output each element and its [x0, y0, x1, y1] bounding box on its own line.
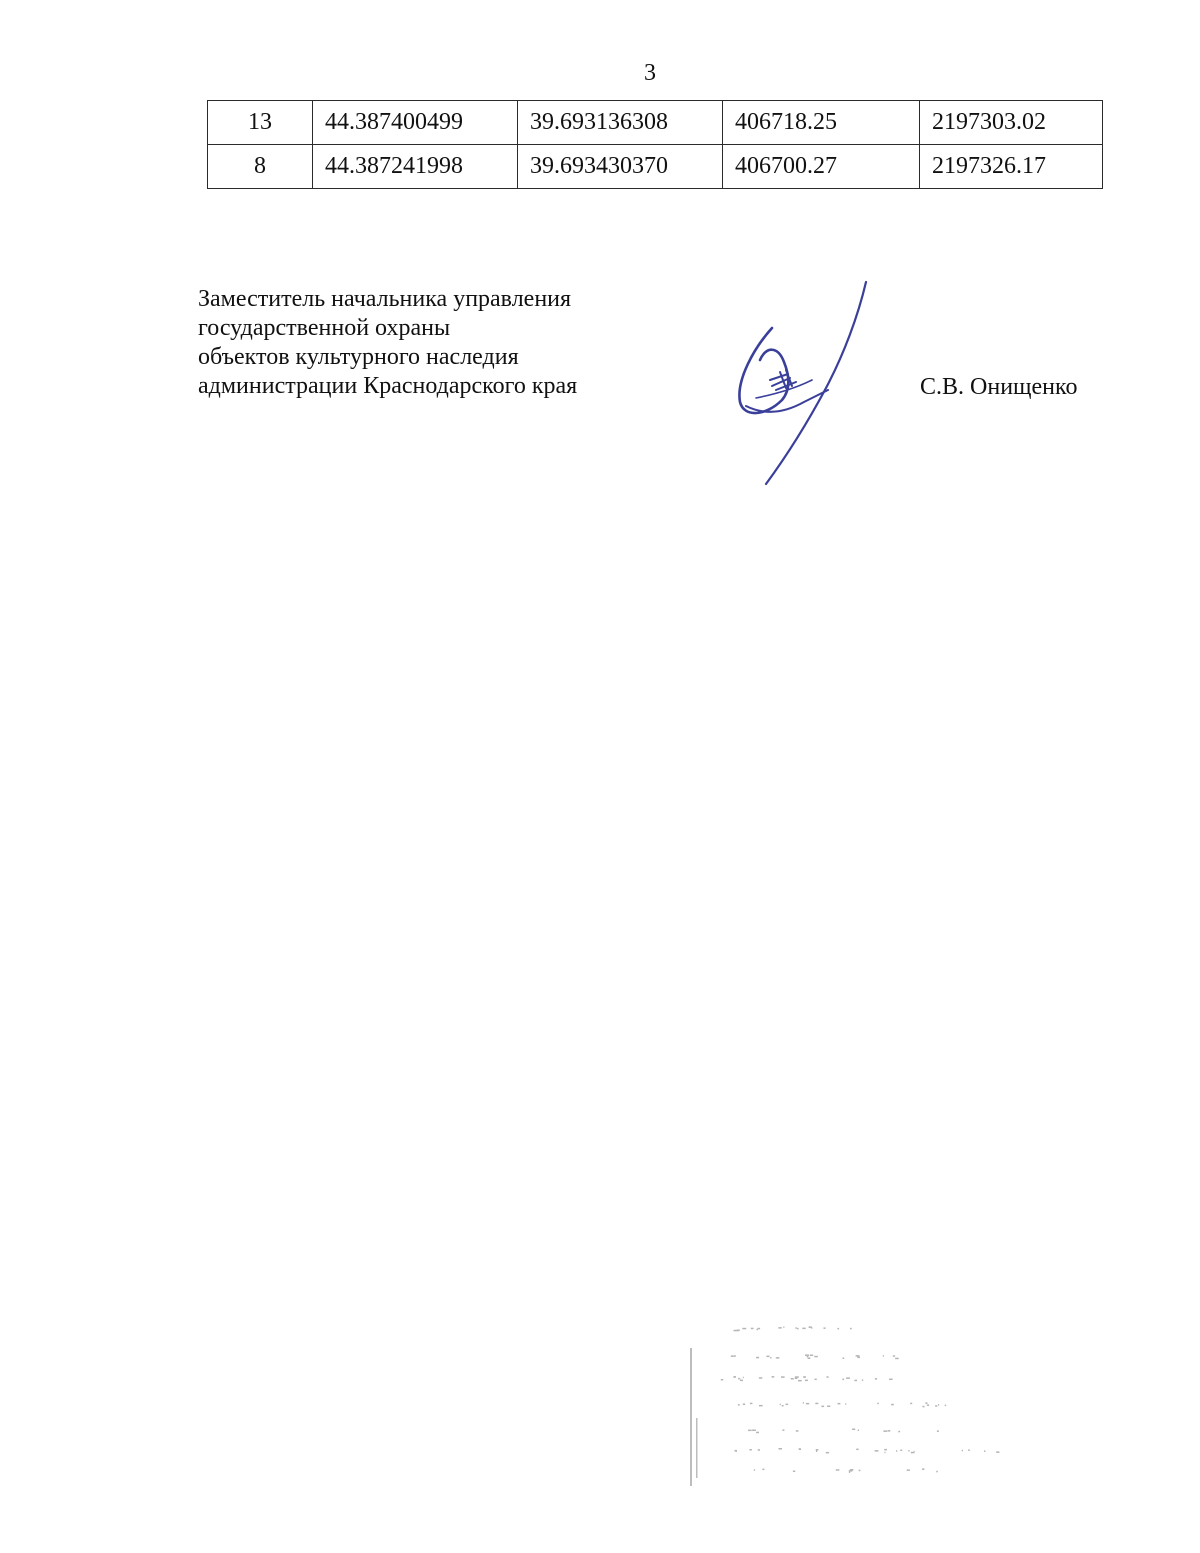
longitude-cell: 39.693430370: [518, 145, 723, 189]
stamp-speck: [737, 1330, 739, 1332]
stamp-speck: [758, 1449, 760, 1451]
stamp-speck: [827, 1406, 830, 1408]
stamp-speck: [858, 1430, 859, 1432]
stamp-speck: [778, 1327, 781, 1329]
stamp-speck: [803, 1376, 805, 1378]
stamp-speck: [736, 1451, 737, 1453]
signature-stroke: [739, 328, 788, 413]
stamp-speck: [846, 1377, 850, 1379]
stamp-speck: [786, 1404, 789, 1406]
stamp-speck: [895, 1358, 899, 1360]
stamp-speck: [883, 1355, 884, 1357]
stamp-speck: [759, 1405, 763, 1407]
stamp-speck: [821, 1406, 824, 1408]
stamp-speck: [996, 1451, 999, 1453]
stamp-speck: [854, 1380, 857, 1382]
stamp-speck: [738, 1404, 740, 1406]
stamp-speck: [815, 1379, 817, 1381]
stamp-speck: [803, 1402, 804, 1404]
stamp-speck: [797, 1328, 799, 1330]
stamp-speck: [836, 1469, 840, 1471]
stamp-speck: [984, 1450, 985, 1452]
stamp-speck: [850, 1469, 853, 1471]
faded-stamp-residue: [686, 1318, 1016, 1486]
signature-stroke: [770, 370, 796, 390]
stamp-speck: [731, 1355, 734, 1357]
stamp-speck: [914, 1451, 915, 1453]
stamp-speck: [824, 1327, 826, 1329]
stamp-speck: [852, 1429, 855, 1431]
stamp-speck: [757, 1329, 759, 1331]
stamp-speck: [856, 1355, 860, 1357]
y-coordinate-cell: 2197303.02: [920, 101, 1103, 145]
x-coordinate-cell: 406700.27: [723, 145, 920, 189]
stamp-speck: [738, 1378, 740, 1380]
stamp-speck: [748, 1430, 752, 1432]
stamp-speck: [796, 1430, 799, 1432]
coordinates-table: [207, 100, 1103, 189]
table-row: [208, 101, 1103, 145]
stamp-speck: [883, 1430, 887, 1432]
stamp-speck: [734, 1355, 736, 1357]
stamp-speck: [759, 1377, 762, 1379]
stamp-speck: [896, 1450, 897, 1452]
stamp-speck: [907, 1469, 910, 1471]
stamp-speck: [850, 1328, 852, 1330]
signer-title-line: Заместитель начальника управления: [198, 286, 572, 312]
stamp-speck: [857, 1357, 860, 1359]
stamp-speck: [734, 1330, 738, 1332]
stamp-speck: [884, 1452, 885, 1454]
stamp-speck: [793, 1471, 795, 1473]
stamp-speck: [780, 1404, 781, 1406]
signer-name: С.В. Онищенко: [920, 374, 1078, 400]
stamp-speck: [910, 1403, 912, 1405]
stamp-speck: [898, 1431, 900, 1433]
stamp-speck: [805, 1354, 809, 1356]
stamp-speck: [809, 1327, 811, 1329]
stamp-speck: [893, 1355, 895, 1357]
table-row: [208, 145, 1103, 189]
stamp-speck: [807, 1356, 809, 1358]
stamp-speck: [782, 1405, 784, 1407]
stamp-speck: [734, 1376, 736, 1378]
signer-title: [198, 285, 577, 401]
stamp-speck: [938, 1404, 939, 1406]
stamp-speck: [968, 1449, 970, 1451]
stamp-speck: [877, 1403, 879, 1405]
stamp-speck: [962, 1450, 963, 1452]
stamp-speck: [795, 1376, 799, 1378]
stamp-speck: [808, 1358, 811, 1360]
stamp-speck: [838, 1403, 841, 1405]
stamp-speck: [776, 1357, 780, 1359]
stamp-speck: [782, 1429, 784, 1431]
stamp-speck: [791, 1378, 794, 1380]
stamp-speck: [859, 1470, 861, 1472]
stamp-speck: [743, 1377, 744, 1379]
stamp-speck: [754, 1469, 755, 1471]
stamp-speck: [805, 1380, 808, 1382]
stamp-speck: [888, 1430, 891, 1432]
stamp-speck: [908, 1450, 909, 1452]
stamp-speck: [927, 1404, 929, 1406]
stamp-speck: [721, 1379, 723, 1381]
stamp-speck: [900, 1450, 902, 1452]
stamp-speck: [816, 1449, 819, 1451]
stamp-speck: [772, 1376, 775, 1378]
stamp-speck: [749, 1449, 752, 1451]
y-coordinate-cell: 2197326.17: [920, 145, 1103, 189]
stamp-speck: [806, 1403, 809, 1405]
latitude-cell: 44.387400499: [313, 101, 518, 145]
stamp-speck: [811, 1327, 813, 1329]
stamp-speck: [843, 1358, 845, 1360]
stamp-speck: [845, 1403, 846, 1405]
stamp-speck: [779, 1448, 783, 1450]
stamp-speck: [875, 1450, 879, 1452]
stamp-speck: [762, 1469, 764, 1471]
stamp-speck: [781, 1376, 785, 1378]
signer-title-line: администрации Краснодарского края: [198, 373, 578, 399]
stamp-speck: [756, 1357, 759, 1359]
stamp-speck: [937, 1430, 939, 1432]
stamp-speck: [875, 1378, 877, 1380]
stamp-speck: [935, 1405, 937, 1407]
stamp-speck: [837, 1328, 839, 1330]
stamp-speck: [742, 1328, 746, 1330]
stamp-speck: [826, 1452, 829, 1454]
stamp-speck: [826, 1376, 828, 1378]
latitude-cell: 44.387241998: [313, 145, 518, 189]
stamp-speck: [799, 1449, 801, 1451]
stamp-speck: [815, 1403, 818, 1405]
stamp-speck: [752, 1430, 756, 1432]
stamp-speck: [925, 1402, 927, 1404]
stamp-speck: [814, 1356, 818, 1358]
stamp-speck: [810, 1355, 813, 1357]
stamp-speck: [889, 1379, 893, 1381]
page-number: [0, 60, 1200, 87]
longitude-cell: 39.693136308: [518, 101, 723, 145]
page-number-text: 3: [644, 60, 656, 86]
signer-title-line: объектов культурного наследия: [198, 344, 519, 370]
stamp-speck: [856, 1449, 858, 1451]
stamp-speck: [945, 1405, 947, 1407]
stamp-speck: [816, 1451, 817, 1453]
stamp-speck: [756, 1432, 759, 1434]
stamp-speck: [802, 1328, 805, 1330]
stamp-speck: [891, 1404, 894, 1406]
stamp-speck: [922, 1406, 924, 1408]
stamp-speck: [798, 1380, 802, 1382]
x-coordinate-cell: 406718.25: [723, 101, 920, 145]
stamp-speck: [770, 1357, 771, 1359]
stamp-speck: [849, 1472, 850, 1474]
point-number-cell: 8: [208, 145, 313, 189]
stamp-speck: [884, 1449, 887, 1451]
stamp-speck: [740, 1380, 743, 1382]
stamp-speck: [750, 1403, 753, 1405]
stamp-speck: [743, 1404, 745, 1406]
point-number-cell: 13: [208, 101, 313, 145]
stamp-speck: [795, 1327, 797, 1329]
stamp-speck: [936, 1471, 938, 1473]
stamp-speck: [862, 1379, 863, 1381]
stamp-speck: [922, 1468, 924, 1470]
stamp-speck: [842, 1379, 844, 1381]
stamp-speck: [751, 1328, 754, 1330]
signer-title-line: государственной охраны: [198, 315, 451, 341]
stamp-speck: [783, 1326, 784, 1328]
stamp-speck: [766, 1356, 769, 1358]
handwritten-signature: [726, 276, 886, 488]
